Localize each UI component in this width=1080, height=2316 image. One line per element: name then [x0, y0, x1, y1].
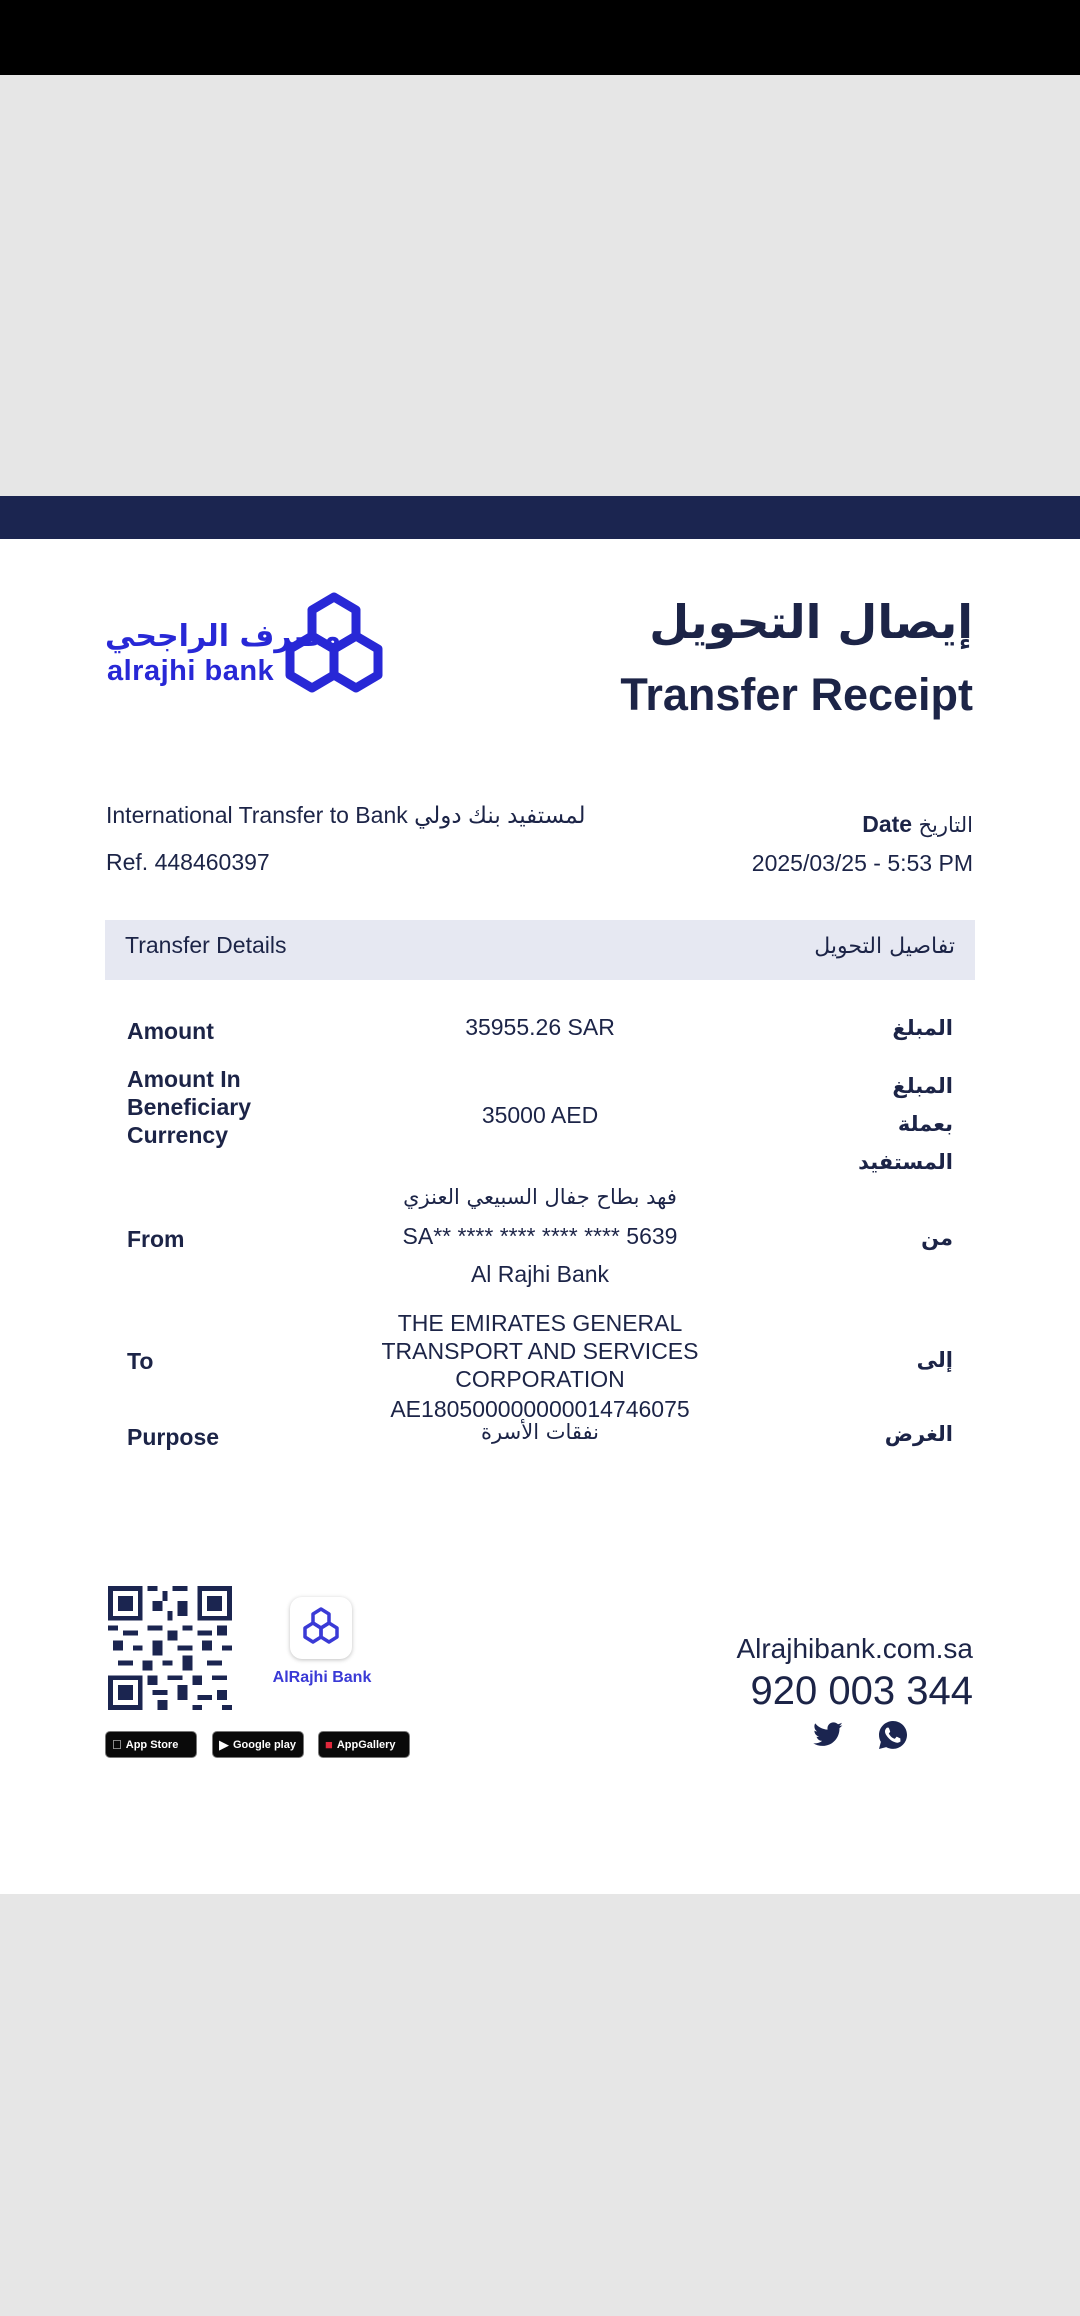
from-account: SA** **** **** **** **** 5639 [402, 1223, 678, 1249]
to-account: AE180500000000014746075 [390, 1396, 690, 1422]
date-label [862, 811, 973, 838]
purpose-label-ar: الغرض [884, 1422, 953, 1446]
play-icon: ▶ [219, 1736, 229, 1752]
amount-row [105, 1005, 975, 1055]
details-header-en: Transfer Details [125, 932, 287, 958]
alrajhi-logo [105, 591, 385, 701]
reference-number: Ref. 448460397 [106, 849, 270, 875]
date-value: 2025/03/25 - 5:53 PM [751, 850, 973, 876]
website-link[interactable]: Alrajhibank.com.sa [736, 1633, 973, 1664]
alrajhi-app-icon [290, 1597, 352, 1659]
app-name: AlRajhi Bank [272, 1669, 372, 1686]
app-store-label: App Store [116, 1738, 169, 1751]
transfer-details-header [105, 920, 975, 980]
logo-text-en: alrajhi bank [107, 655, 275, 687]
to-values [325, 1309, 755, 1423]
receipt-title-ar: إيصال التحويل [649, 595, 973, 649]
receipt-title-en: Transfer Receipt [620, 669, 973, 720]
apple-icon [112, 1737, 122, 1752]
logo-text-ar: مصرف الراجحي [105, 619, 342, 654]
status-bar [0, 0, 1080, 75]
twitter-icon[interactable] [812, 1719, 844, 1751]
from-bank: Al Rajhi Bank [470, 1261, 610, 1287]
google-play-label: Google play [233, 1738, 296, 1751]
app-gallery-badge[interactable] [318, 1731, 410, 1758]
purpose-value [335, 1417, 745, 1446]
from-label-en: From [127, 1226, 185, 1252]
beneficiary-amount-label-ar: المبلغ بعملة المستفيد [858, 1074, 953, 1174]
bottom-background [0, 1894, 1080, 2316]
receipt-top-band [0, 496, 1080, 539]
receipt [0, 539, 1080, 1894]
whatsapp-icon[interactable] [877, 1719, 909, 1751]
purpose-row [105, 1409, 975, 1459]
app-logo[interactable] [290, 1597, 352, 1659]
to-name: THE EMIRATES GENERAL TRANSPORT AND SERVICES CORPORATION [381, 1310, 699, 1392]
qr-code-icon[interactable] [108, 1586, 232, 1710]
to-label-en: To [127, 1348, 154, 1374]
date-label-ar: التاريخ [918, 813, 973, 837]
app-store-badge[interactable] [105, 1731, 197, 1758]
transfer-type: International Transfer to Bank لمستفيد بنك دولي [106, 802, 586, 828]
from-row [105, 1169, 975, 1299]
beneficiary-amount-row [105, 1063, 975, 1174]
google-play-badge[interactable] [212, 1731, 304, 1758]
app-gallery-label: AppGallery [336, 1738, 396, 1751]
amount-label-en: Amount [127, 1018, 214, 1044]
from-values [335, 1177, 745, 1293]
alrajhi-mark-icon [280, 591, 388, 701]
phone-number[interactable]: 920 003 344 [750, 1669, 973, 1713]
from-label-ar: من [921, 1226, 953, 1250]
purpose-text: نفقات الأسرة [481, 1420, 599, 1444]
huawei-icon: ■ [325, 1737, 333, 1752]
beneficiary-amount-value: 35000 AED [481, 1102, 599, 1128]
to-label-ar: إلى [916, 1348, 953, 1372]
to-row [105, 1299, 975, 1422]
details-header-ar: تفاصيل التحويل [814, 934, 955, 959]
date-label-en: Date [862, 811, 913, 837]
from-name: فهد بطاح جفال السبيعي العنزي [403, 1185, 677, 1209]
beneficiary-amount-label-en: Amount In Beneficiary Currency [127, 1066, 252, 1148]
purpose-label-en: Purpose [127, 1424, 220, 1450]
amount-label-ar: المبلغ [892, 1016, 953, 1040]
amount-value: 35955.26 SAR [465, 1014, 615, 1040]
